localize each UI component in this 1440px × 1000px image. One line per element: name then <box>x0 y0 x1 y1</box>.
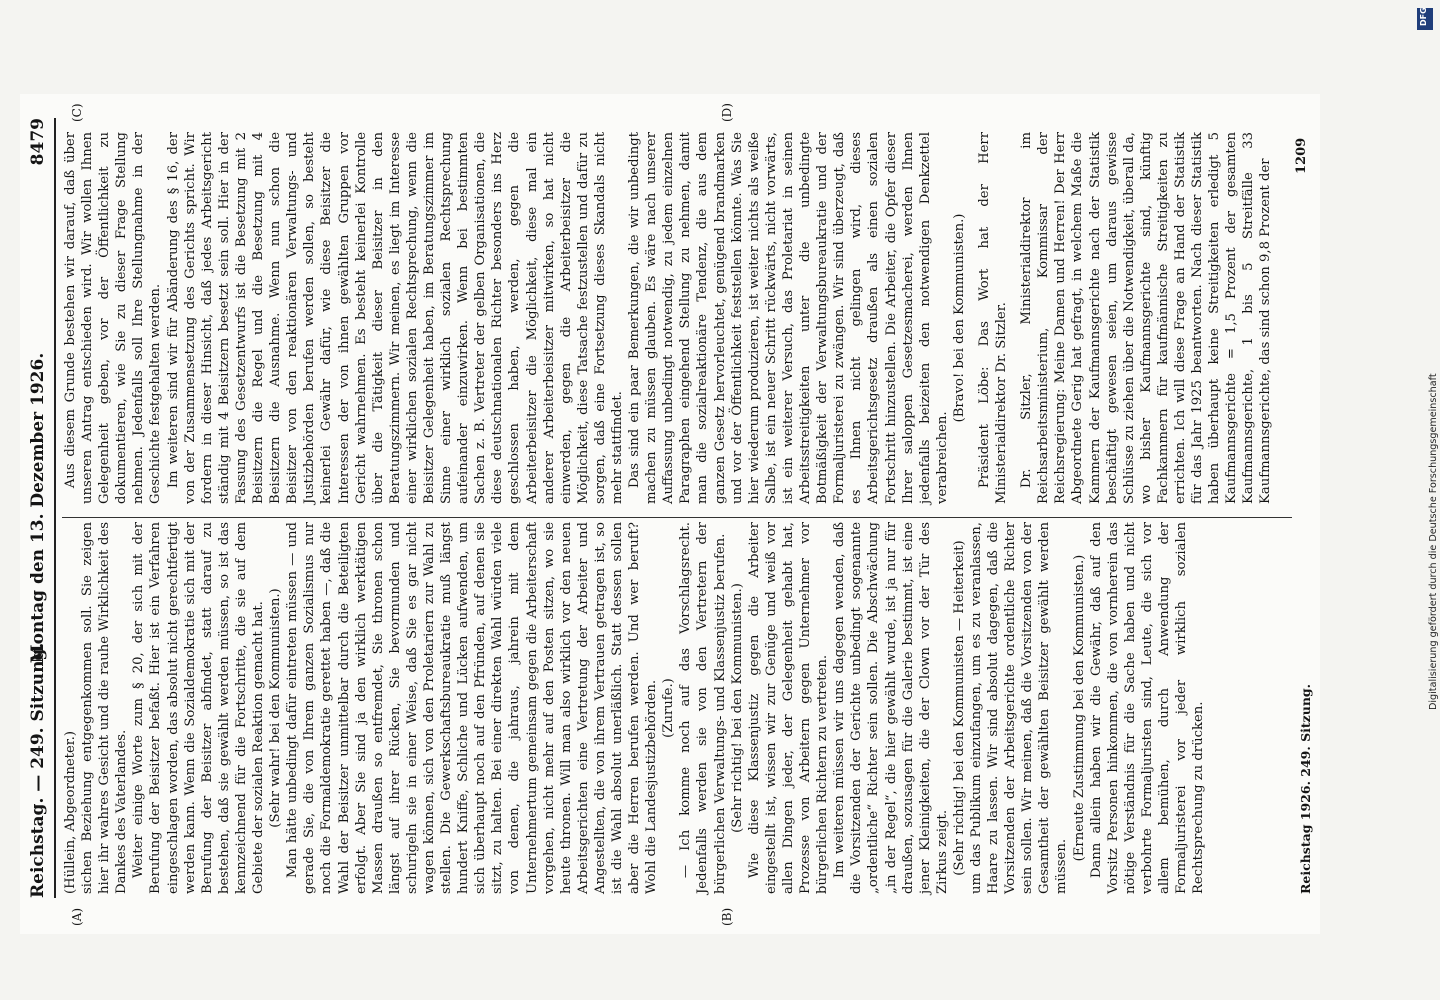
column-divider <box>62 517 1292 518</box>
margin-letter-b: (B) <box>720 907 734 926</box>
margin-letter-a: (A) <box>70 907 84 926</box>
footer-page-number: 1209 <box>1294 137 1309 174</box>
paragraph: Aus diesem Grunde bestehen wir darauf, daß über unseren Antrag entschieden wird. Wir wollen Ihnen Gelegenheit geben, vor der Öffentlichkeit zu dokumentieren, wie Sie zu dieser Frage Stellung nehmen. Jedenfalls soll Ihre Stellungnahme in der Geschichte festgehalten werden. <box>63 132 164 504</box>
margin-letter-c: (C) <box>70 103 84 122</box>
paragraph: Im weiteren müssen wir uns dagegen wenden, daß die Vorsitzenden der Gerichte unbedingt sogenannte „ordentliche“ Richter sein sollen. Die Abschwächung „in der Regel“, die hier gewählt wurde, ist ja nur für draußen, sozusagen für die Galerie bestimmt, ist eine jener Kleinigkeiten, die der Clown vor der Tür des Zirkus zeigt. <box>832 522 950 894</box>
dfg-logo-text: DFG <box>1419 7 1428 26</box>
paragraph: Weiter einige Worte zum § 20, der sich mit der Berufung der Beisitzer befaßt. Hier ist ein Verfahren eingeschlagen worden, das absolut nicht gerechtfertigt werden kann. Wenn die Sozialdemokratie sich mit der Berufung der Beisitzer abfindet, statt darauf zu bestehen, daß sie gewählt werden müssen, so ist das kennzeichnend für die Fortschritte, die sie auf dem Gebiete der sozialen Reaktion gemacht hat. <box>131 522 267 894</box>
left-text-column <box>62 522 1292 894</box>
margin-letter-d: (D) <box>720 103 734 122</box>
rotated-newspaper-page <box>20 94 1320 934</box>
digitization-note <box>1418 30 1439 990</box>
paragraph: Das sind ein paar Bemerkungen, die wir unbedingt machen zu müssen glauben. Es wäre nach unserer Auffassung unbedingt notwendig, zu jedem einzelnen Paragraphen eingehend Stellung zu nehmen, damit man die sozialreaktionäre Tendenz, die aus dem ganzen Gesetz hervorleuchtet, genügend brandmarken und vor der Öffentlichkeit feststellen könnte. Was Sie hier wiederum produzieren, ist weiter nichts als weiße Salbe, ist ein neuer Schritt rückwärts, nicht vorwärts, ist ein weiterer Versuch, das Proletariat in seinen Arbeitsstreitigkeiten unter die unbedingte Botmäßigkeit der Verwaltungsbureaukratie und der Formaljuristerei zu zwängen. Wir sind überzeugt, daß es Ihnen nicht gelingen wird, dieses Arbeitsgerichtsgesetz draußen als einen sozialen Fortschritt hinzustellen. Die Arbeiter, die Opfer dieser Ihrer saloppen Gesetzesmacherei, werden Ihnen jedenfalls beizeiten den notwendigen Denkzettel verabreichen. <box>627 132 950 504</box>
page-footer: Reichstag 1926. 249. Sitzung. <box>1298 684 1313 894</box>
header-page-number: 8479 <box>28 118 48 166</box>
paragraph: — Ich komme noch auf das Vorschlagsrecht. Jedenfalls werden sie von den Vertretern der bürgerlichen Verwaltungs- und Klassenjustiz berufen. <box>678 522 728 894</box>
paragraph: sichen Beziehung entgegenkommen soll. Sie zeigen hier ihr wahres Gesicht und die rauhe Wirklichkeit des Dankes des Vaterlandes. <box>80 522 130 894</box>
header-session: Reichstag. — 249. Sitzung. <box>28 642 48 898</box>
page-header <box>24 118 56 898</box>
interjection: (Sehr richtig! bei den Kommunisten — Heiterkeit) <box>951 540 967 876</box>
president-statement: Präsident Löbe: Das Wort hat der Herr Ministerialdirektor Dr. Sitzler. <box>976 132 1010 504</box>
speaker-paragraph: Dr. Sitzler, Ministerialdirektor im Reichsarbeitsministerium, Kommissar der Reichsregierung: Meine Damen und Herren! Der Herr Abgeordnete Gerig hat gefragt, in welchem Maße die Kammern der Kaufmannsgerichte nach der Statistik beschäftigt gewesen seien, um daraus gewisse Schlüsse zu ziehen über die Notwendigkeit, überall da, wo bisher Kaufmannsgerichte sind, künftig Fachkammern für kaufmännische Streitigkeiten zu errichten. Ich will diese Frage an Hand der Statistik für das Jahr 1925 beantworten. Nach dieser Statistik haben überhaupt keine Streitigkeiten erledigt 5 Kaufmannsgerichte = 1,5 Prozent der gesamten Kaufmannsgerichte, 1 bis 5 Streitfälle 33 Kaufmannsgerichte, das sind schon 9,8 Prozent der <box>1019 132 1274 504</box>
paragraph: um das Publikum einzufangen, um es zu veranlassen, Haare zu lassen. Wir sind absolut dagegen, daß die Vorsitzenden der Arbeitsgerichte ordentliche Richter sein sollen. Wir meinen, daß die Vorsitzenden von der Gesamtheit der gewählten Beisitzer gewählt werden müssen. <box>968 522 1070 894</box>
interjection: (Zurufe.) <box>661 678 677 738</box>
paragraph: Man hätte unbedingt dafür eintreten müssen — und gerade Sie, die von Ihrem ganzen Sozialismus nur noch die Formaldemokratie gerettet haben —, daß die Wahl der Beisitzer unmittelbar durch die Beteiligten erfolgt. Aber Sie sind ja den wirklich werktätigen Massen draußen so entfremdet, Sie thronen schon längst auf ihrer Rücken, Sie bevormunden und schurigeln sie in einer Weise, daß Sie es gar nicht wagen können, sich von den Proletariern zur Wahl zu stellen. Die Gewerkschaftsbureaukratie muß längst hundert Kniffe, Schliche und Lücken aufwenden, um sich überhaupt noch auf den Pfründen, auf denen sie sitzt, zu halten. Bei einer direkten Wahl würden viele von denen, die jahraus, jahrein mit dem Unternehmertum gemeinsam gegen die Arbeiterschaft vorgehen, nicht mehr auf den Posten sitzen, wo sie heute thronen. Will man also wirklich vor den neuen Arbeitsgerichten eine Vertretung der Arbeiter und Angestellten, die von ihrem Vertrauen getragen ist, so ist die Wahl absolut unerläßlich. Statt dessen sollen aber die Herren berufen werden. Und wer beruft? Wohl die Landesjustizbehörden. <box>285 522 660 894</box>
speaker-line: (Hüllein, Abgeordneter.) <box>63 731 78 894</box>
paragraph: Im weiteren sind wir für Abänderung des § 16, der von der Zusammensetzung des Gerichts spricht. Wir fordern in dieser Hinsicht, daß jedes Arbeitsgericht ständig mit 4 Beisitzern besetzt sein soll. Hier in der Fassung des Gesetzentwurfs ist die Besetzung mit 2 Beisitzern die Regel und die Besetzung mit 4 Beisitzern die Ausnahme. Wenn nun schon die Beisitzer von den reaktionären Verwaltungs- und Justizbehörden berufen werden sollen, so besteht keinerlei Gewähr dafür, wie diese Beisitzer die Interessen der von ihnen gewählten Gruppen vor Gericht wahrnehmen. Es besteht keinerlei Kontrolle über die Tätigkeit dieser Beisitzer in den Beratungszimmern. Wir meinen, es liegt im Interesse einer wirklichen sozialen Rechtsprechung, wenn die Beisitzer Gelegenheit haben, im Beratungszimmer im Sinne einer wirklich sozialen Rechtsprechung aufeinander einzuwirken. Wenn bei bestimmten Sachen z. B. Vertreter der gelben Organisationen, die diese deutschnationalen Richter besonders ins Herz geschlossen haben, werden, gegen die Arbeiterbeisitzer die Möglichkeit, diese mal ein anderer Arbeiterbeisitzer mitwirken, so hat nicht einwerden, gegen die Arbeiterbeisitzer die Möglichkeit, diese Tatsache festzustellen und dafür zu sorgen, daß eine Fortsetzung dieses Skandals nicht mehr stattfindet. <box>165 132 625 504</box>
right-text-column <box>62 132 1292 504</box>
paragraph: Dann allein haben wir die Gewähr, daß auf den Vorsitz Personen hinkommen, die von vornherein das nötige Verständnis für die Sache haben und nicht verbohrte Formaljuristen sind, Leute, die sich vor allem bemühen, durch Anwendung der Formaljuristerei vor jeder wirklich sozialen Rechtsprechung zu drücken. <box>1088 522 1207 894</box>
digitization-note-text: Digitalisierung gefördert durch die Deutsche Forschungsgemeinschaft <box>1428 373 1439 710</box>
paragraph: Wie diese Klassenjustiz gegen die Arbeiter eingestellt ist, wissen wir zur Genüge und weiß vor allen Dingen jeder, der Gelegenheit gehabt hat, Prozesse von Arbeitern gegen Unternehmer vor bürgerlichen Richtern zu vertreten. <box>746 522 831 894</box>
header-date: Montag den 13. Dezember 1926. <box>28 352 48 664</box>
interjection: (Erneute Zustimmung bei den Kommunisten.) <box>1071 554 1087 862</box>
interjection: (Bravo! bei den Kommunisten.) <box>951 213 967 423</box>
interjection: (Sehr richtig! bei den Kommunisten.) <box>729 583 745 833</box>
interjection: (Sehr wahr! bei den Kommunisten.) <box>268 588 284 828</box>
